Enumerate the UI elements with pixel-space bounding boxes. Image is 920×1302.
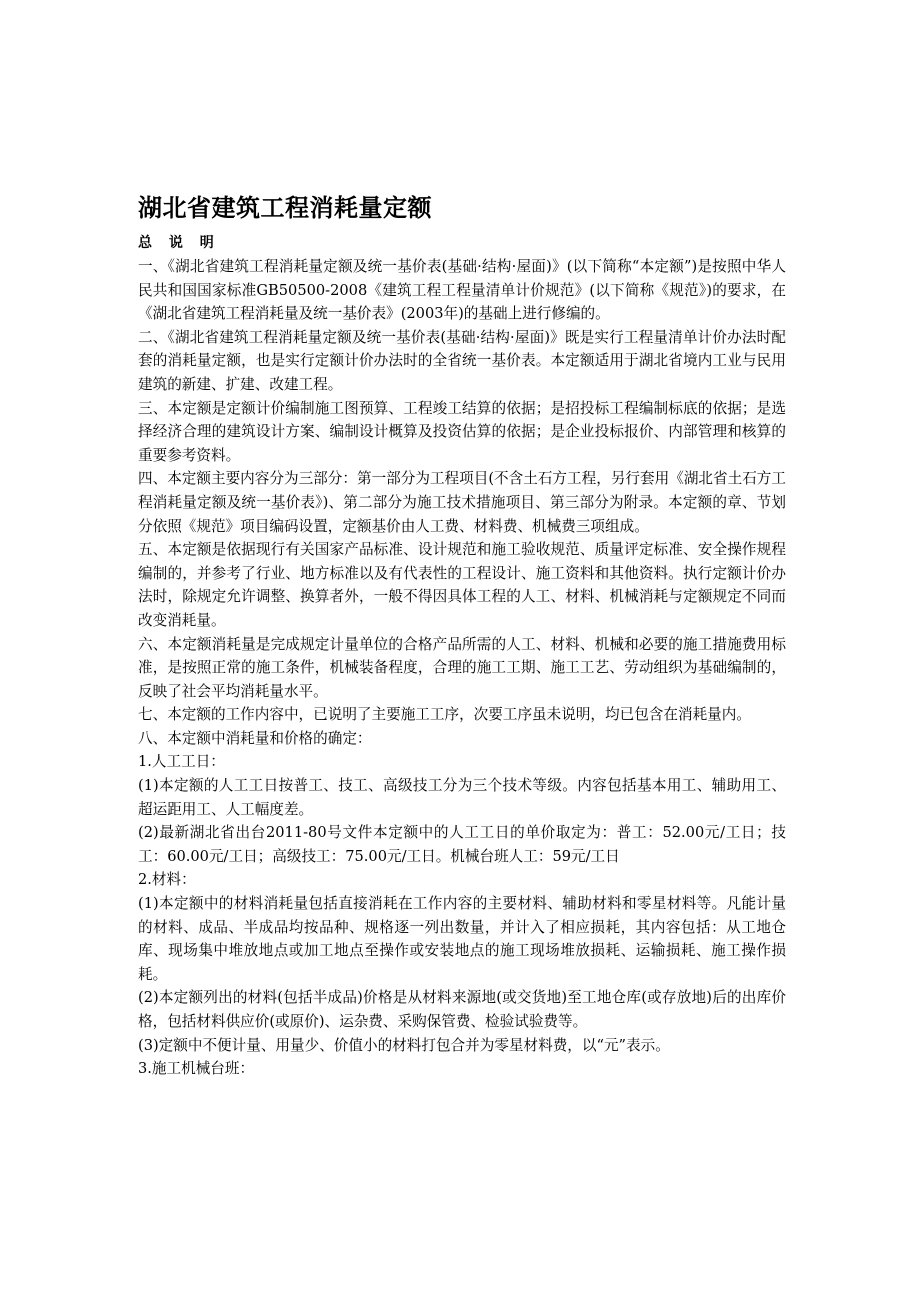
paragraph-8: 八、本定额中消耗量和价格的确定： — [138, 729, 372, 747]
labor-item-1: (1)本定额的人工工日按普工、技工、高级技工分为三个技术等级。内容包括基本用工、辅助用工、超运距用工、人工幅度差。 — [138, 777, 786, 818]
materials-item-1: (1)本定额中的材料消耗量包括直接消耗在工作内容的主要材料、辅助材料和零星材料等。凡能计量的材料、成品、半成品均按品种、规格逐一列出数量，并计入了相应损耗，其内容包括：从工地仓库、现场集中堆放地点或加工地点至操作或安装地点的施工现场堆放损耗、运输损耗、施工操作损耗。 — [138, 895, 786, 983]
paragraph-2: 二、《湖北省建筑工程消耗量定额及统一基价表(基础·结构·屋面)》既是实行工程量清单计价办法时配套的消耗量定额，也是实行定额计价办法时的全省统一基价表。本定额适用于湖北省境内工业与民用建筑的新建、扩建、改建工程。 — [138, 328, 786, 393]
subheading-labor: 1.人工工日： — [138, 753, 225, 771]
labor-item-2: (2)最新湖北省出台2011-80号文件本定额中的人工工日的单价取定为：普工：52.00元/工日；技工：60.00元/工日；高级技工：75.00元/工日。机械台班人工：59元/工日 — [138, 824, 786, 865]
paragraph-5: 五、本定额是依据现行有关国家产品标准、设计规范和施工验收规范、质量评定标准、安全操作规程编制的，并参考了行业、地方标准以及有代表性的工程设计、施工资料和其他资料。执行定额计价办法时，除规定允许调整、换算者外，一般不得因具体工程的人工、材料、机械消耗与定额规定不同而改变消耗量。 — [138, 541, 786, 629]
document-title: 湖北省建筑工程消耗量定额 — [138, 194, 432, 222]
section-heading: 总 说 明 — [138, 235, 220, 251]
document-page — [138, 190, 786, 1081]
paragraph-3: 三、本定额是定额计价编制施工图预算、工程竣工结算的依据；是招投标工程编制标底的依据；是选择经济合理的建筑设计方案、编制设计概算及投资估算的依据；是企业投标报价、内部管理和核算的重要参考资料。 — [138, 399, 786, 464]
materials-item-3: (3)定额中不便计量、用量少、价值小的材料打包合并为零星材料费，以“元”表示。 — [138, 1036, 670, 1054]
paragraph-4: 四、本定额主要内容分为三部分：第一部分为工程项目(不含土石方工程，另行套用《湖北省土石方工程消耗量定额及统一基价表》)、第二部分为施工技术措施项目、第三部分为附录。本定额的章、节划分依照《规范》项目编码设置，定额基价由人工费、材料费、机械费三项组成。 — [138, 470, 786, 535]
paragraph-7: 七、本定额的工作内容中，已说明了主要施工工序，次要工序虽未说明，均已包含在消耗量内。 — [138, 706, 751, 724]
paragraph-6: 六、本定额消耗量是完成规定计量单位的合格产品所需的人工、材料、机械和必要的施工措施费用标准，是按照正常的施工条件，机械装备程度，合理的施工工期、施工工艺、劳动组织为基础编制的，反映了社会平均消耗量水平。 — [138, 635, 786, 700]
materials-item-2: (2)本定额列出的材料(包括半成品)价格是从材料来源地(或交货地)至工地仓库(或存放地)后的出库价格，包括材料供应价(或原价)、运杂费、采购保管费、检验试验费等。 — [138, 989, 786, 1030]
subheading-machinery: 3.施工机械台班： — [138, 1060, 255, 1078]
subheading-materials: 2.材料： — [138, 871, 196, 889]
paragraph-1: 一、《湖北省建筑工程消耗量定额及统一基价表(基础·结构·屋面)》(以下简称“本定额”)是按照中华人民共和国国家标准GB50500-2008《建筑工程工程量清单计价规范》(以下简称《规范》)的要求，在《湖北省建筑工程消耗量及统一基价表》(2003年)的基础上进行修编的。 — [138, 258, 786, 323]
